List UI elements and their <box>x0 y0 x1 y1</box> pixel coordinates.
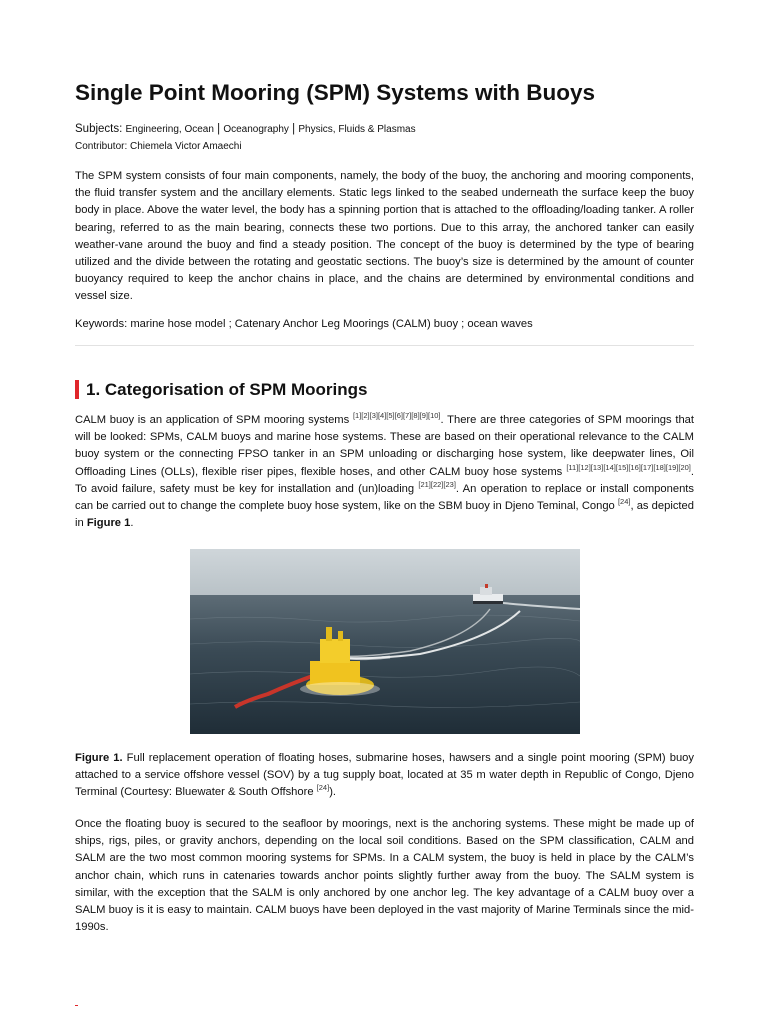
caption-label: Figure 1. <box>75 752 123 764</box>
text-run: . <box>130 517 134 530</box>
caption-end: ). <box>329 786 337 799</box>
subjects-line <box>75 123 416 135</box>
section1-paragraph-2: Once the floating buoy is secured to the seafloor by moorings, next is the anchoring systems. These might be made up of ships, rigs, piles, or gravity anchors, depending on the local soil conditions. Based on the SPM classification, CALM and SALM are the two most common mooring systems for SPMs. In a CALM system, the buoy is held in place by the CALM’s anchor chain, which runs in catenaries towards anchor points slightly further away from the buoy. The SALM system is similar, with the exception that the SALM is only anchored by one anchor leg. The key advantage of a CALM buoy over a SALM buoy is it is easy to maintain. CALM buoys have been deployed in the vast majority of Marine Terminals since the mid-1990s. <box>75 818 694 934</box>
offshore-buoy-photo <box>190 549 580 734</box>
keywords: Keywords: marine hose model ; Catenary Anchor Leg Moorings (CALM) buoy ; ocean waves <box>75 318 533 330</box>
citation-link[interactable]: [24] <box>617 497 631 507</box>
citation-link[interactable]: [11][12][13][14][15][16][17][18][19][20] <box>566 462 691 472</box>
subject-link-physics[interactable]: Physics, Fluids & Plasmas <box>298 124 416 135</box>
figure-reference: Figure 1 <box>86 517 131 530</box>
article-title: Single Point Mooring (SPM) Systems with Buoys <box>75 80 596 105</box>
subjects-label: Subjects: <box>75 123 123 135</box>
text-run: , as depicted in <box>75 500 694 530</box>
subject-separator: | <box>292 123 296 135</box>
citation-link[interactable]: [1][2][3][4][5][6][7][8][9][10] <box>352 411 441 420</box>
subject-separator: | <box>217 123 221 135</box>
text-run: . An operation to replace or install components can be carried out to change the complete buoy hose system, like on the SBM buoy in Djeno Teminal, Congo <box>75 482 694 513</box>
figure-1-caption <box>75 750 694 802</box>
text-run: . There are three categories of SPM moorings that will be looked: SPMs, CALM buoys and marine hose systems. These are based on their operational relevance to the CALM buoy system or the connecting FPSO tanker in an SPM unloading or discharging hose system, like deepwater lines, Oil Offloading Lines (OLLs), flexible riser pipes, flexible hoses, and other CALM buoy hose systems <box>75 414 694 478</box>
divider <box>75 345 694 346</box>
text-run: . To avoid failure, safety must be key for installation and (un)loading <box>75 465 694 495</box>
citation-link[interactable]: [24] <box>316 783 330 793</box>
abstract-paragraph: The SPM system consists of four main components, namely, the body of the buoy, the anchoring and mooring components, the fluid transfer system and the ancillary elements. Static legs linked to the seabed underneath the surface keep the buoy body in place. Above the water level, the body has a spinning portion that is attached to the offloading/loading tanker. A roller bearing, referred to as the main bearing, connects these two portions. Due to this array, the anchored tanker can easily weather-vane around the buoy and find a steady position. The concept of the buoy is determined by the type of bearing utilized and the divide between the rotating and geostatic sections. The buoy’s size is determined by the amount of counter buoyancy required to keep the anchor chains in place, and the chains are determined by environmental conditions and vessel size. <box>75 170 694 303</box>
footer-mark <box>75 1005 78 1006</box>
subject-link-engineering-ocean[interactable]: Engineering, Ocean <box>125 124 214 135</box>
citation-link[interactable]: [21][22][23] <box>418 479 456 489</box>
contributor: Contributor: Chiemela Victor Amaechi <box>75 141 242 152</box>
figure-1-photo <box>190 549 580 734</box>
text-run: CALM buoy is an application of SPM mooring systems <box>75 414 353 426</box>
caption-text: Full replacement operation of floating hoses, submarine hoses, hawsers and a single point mooring (SPM) buoy attached to a service offshore vessel (SOV) by a tug supply boat, located at 35 m water depth in Republic of Congo, Djeno Terminal (Courtesy: Bluewater & South Offshore <box>75 752 694 799</box>
subject-link-oceanography[interactable]: Oceanography <box>223 124 289 135</box>
section-heading: 1. Categorisation of SPM Moorings <box>75 380 367 399</box>
section1-paragraph <box>75 412 694 532</box>
